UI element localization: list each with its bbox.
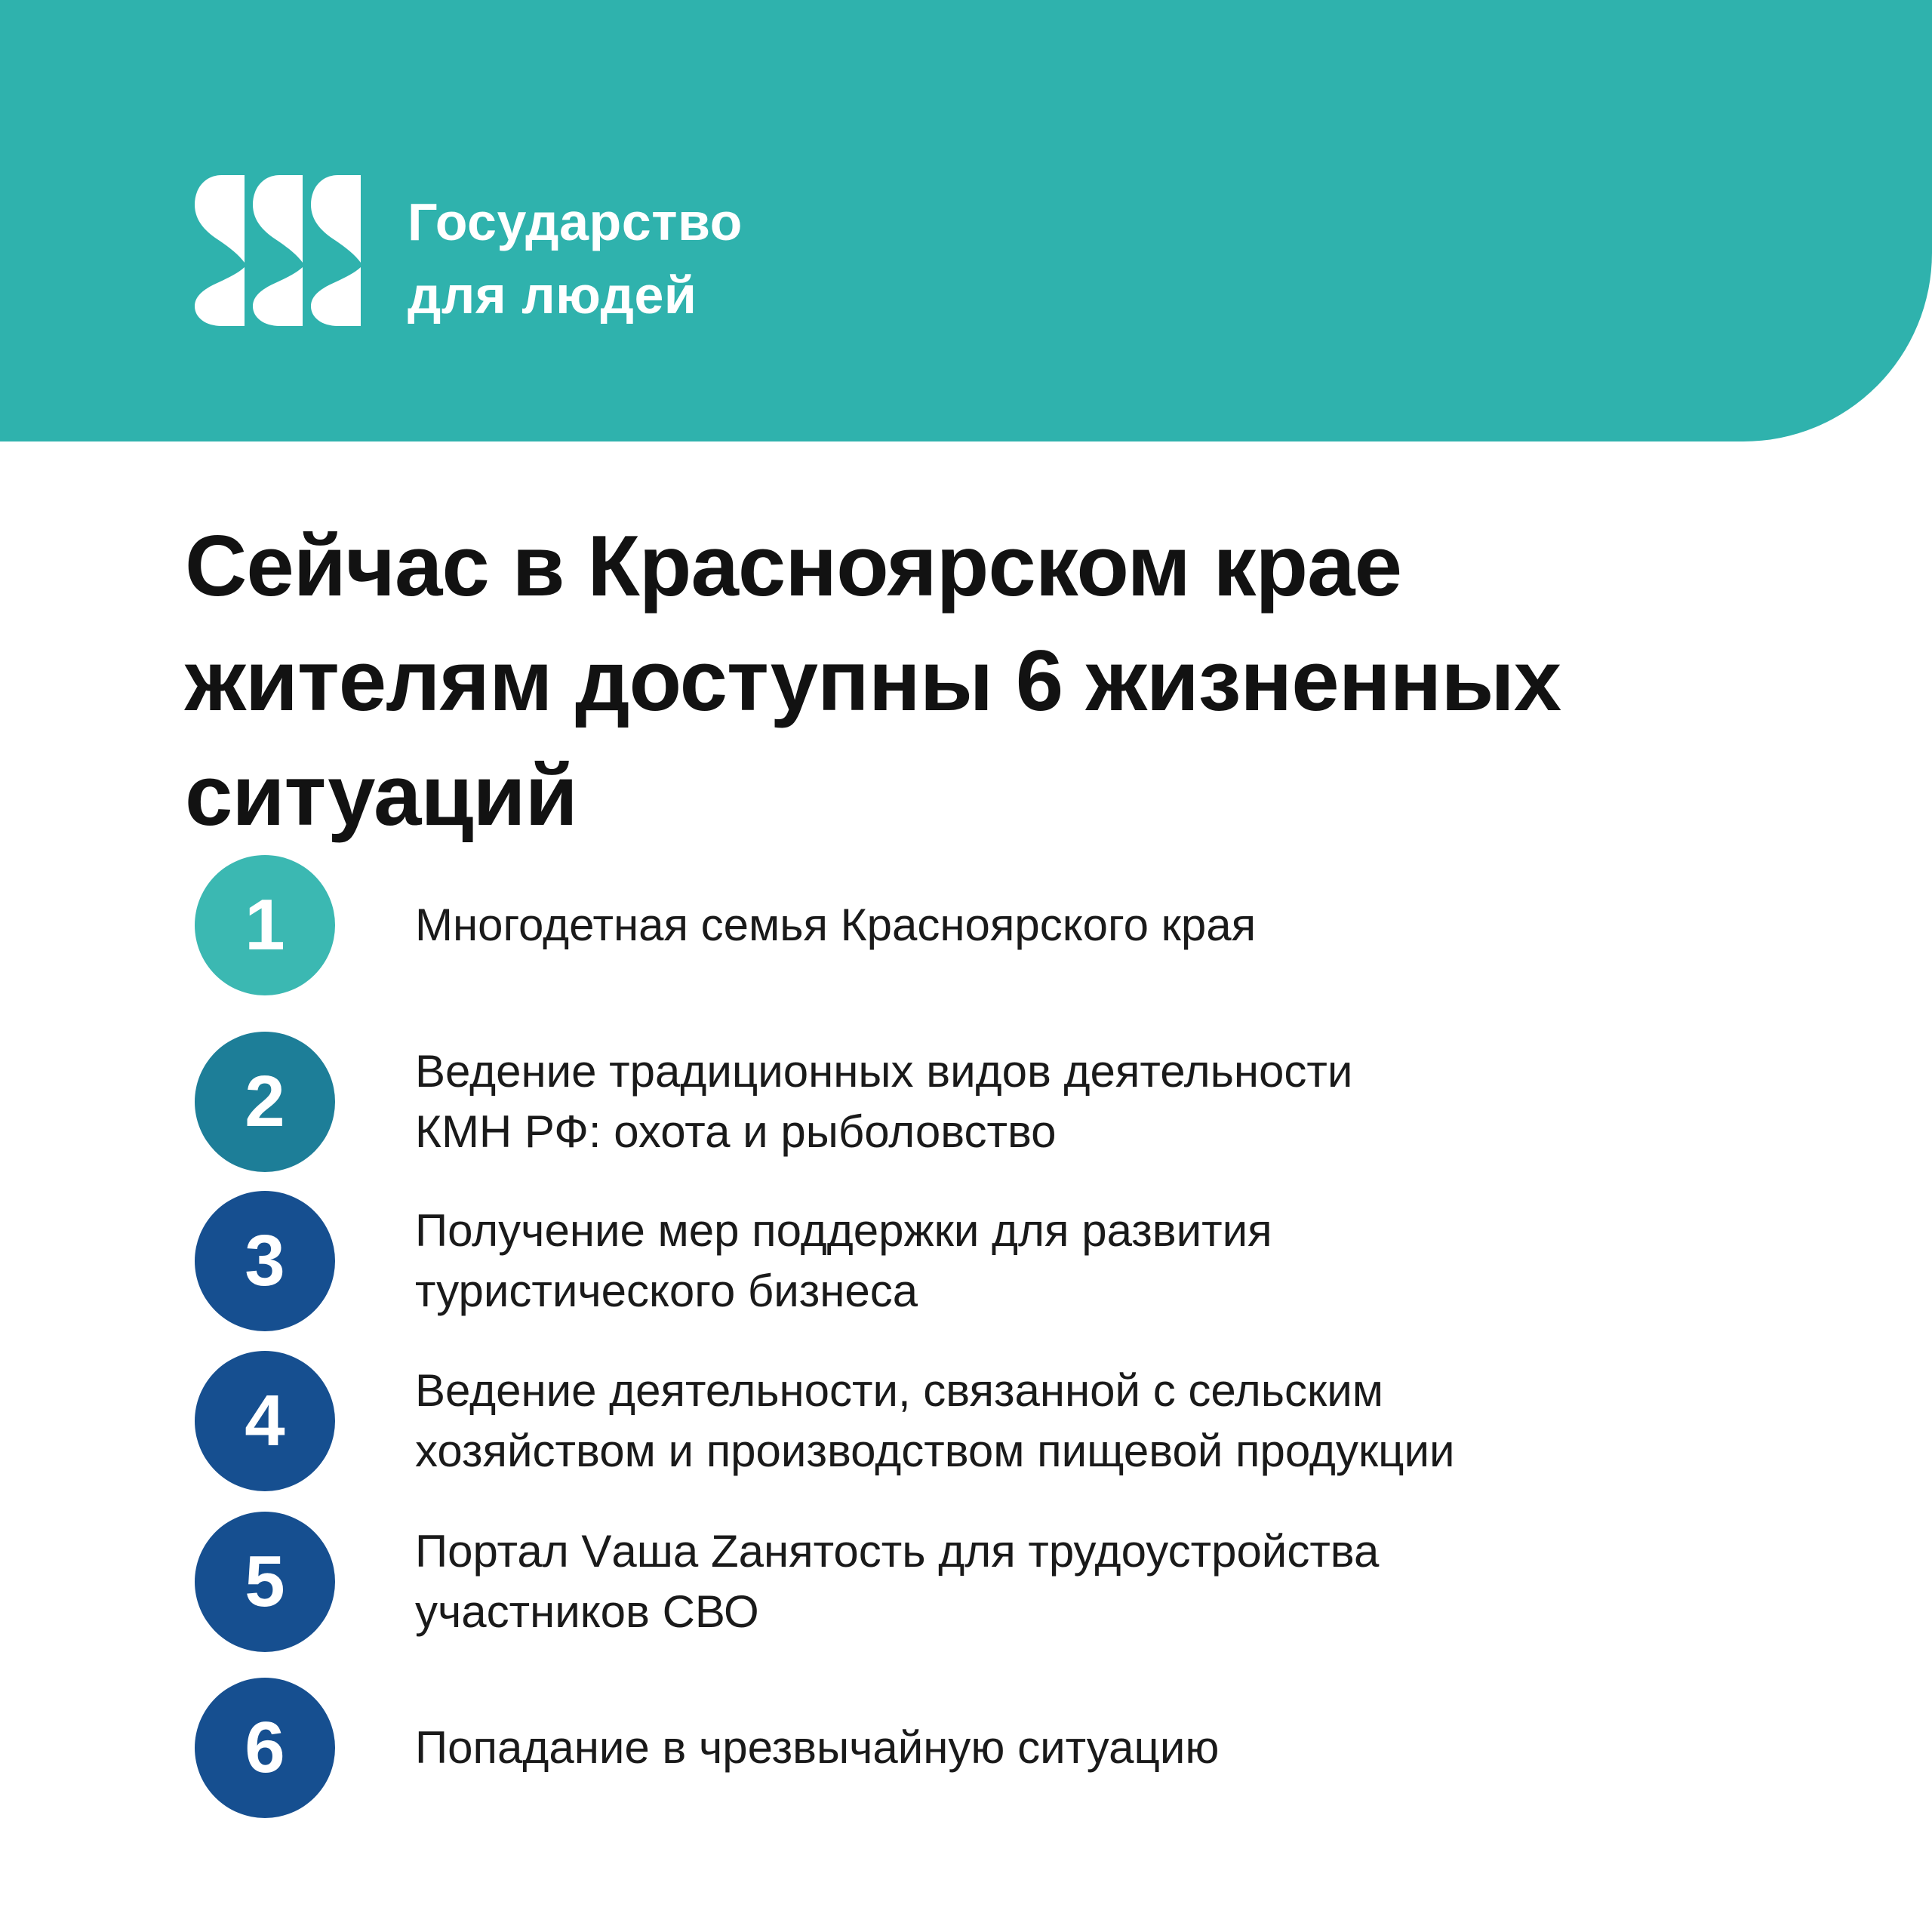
item-text-line: Получение мер поддержки для развития (415, 1205, 1272, 1256)
brand-name-line2: для людей (408, 266, 697, 325)
list-item (195, 1351, 1455, 1491)
item-text-line: участников СВО (415, 1586, 759, 1637)
item-number-badge (195, 1191, 335, 1331)
item-text (415, 1678, 1219, 1818)
item-text (415, 1191, 1272, 1331)
item-number: 3 (245, 1220, 285, 1301)
brand-name (408, 186, 743, 332)
item-text (415, 1032, 1352, 1172)
list-item (195, 855, 1256, 995)
item-number-badge (195, 1032, 335, 1172)
item-number: 5 (245, 1541, 285, 1622)
page-title-line3: ситуаций (185, 748, 577, 844)
item-text-line: Портал Vаша Zанятость для трудоустройства (415, 1526, 1380, 1577)
page-title-line1: Сейчас в Красноярском крае (185, 518, 1401, 614)
item-text (415, 1351, 1455, 1491)
item-text-line: Попадание в чрезвычайную ситуацию (415, 1722, 1220, 1773)
item-text-line: КМН РФ: охота и рыболовство (415, 1106, 1057, 1157)
item-number: 2 (245, 1061, 285, 1142)
header-banner (0, 0, 1932, 441)
list-item (195, 1512, 1379, 1652)
brand-name-line1: Государство (408, 192, 743, 251)
quote-petals-logo-icon (195, 175, 361, 326)
item-text-line: хозяйством и производством пищевой продукции (415, 1426, 1455, 1476)
list-item (195, 1032, 1352, 1172)
item-number-badge (195, 1351, 335, 1491)
brand-logo (195, 175, 743, 332)
list-item (195, 1191, 1272, 1331)
item-text-line: Многодетная семья Красноярского края (415, 900, 1257, 950)
item-number-badge (195, 1512, 335, 1652)
item-number: 4 (245, 1380, 285, 1461)
page-title (185, 509, 1807, 854)
item-text-line: Ведение деятельности, связанной с сельским (415, 1365, 1384, 1416)
item-text (415, 855, 1256, 995)
page-title-line2: жителям доступны 6 жизненных (185, 633, 1561, 729)
item-number: 1 (245, 884, 285, 965)
item-number-badge (195, 855, 335, 995)
list-item (195, 1678, 1219, 1818)
item-text (415, 1512, 1379, 1652)
item-text-line: туристического бизнеса (415, 1266, 918, 1316)
item-number: 6 (245, 1707, 285, 1788)
item-text-line: Ведение традиционных видов деятельности (415, 1046, 1353, 1097)
item-number-badge (195, 1678, 335, 1818)
